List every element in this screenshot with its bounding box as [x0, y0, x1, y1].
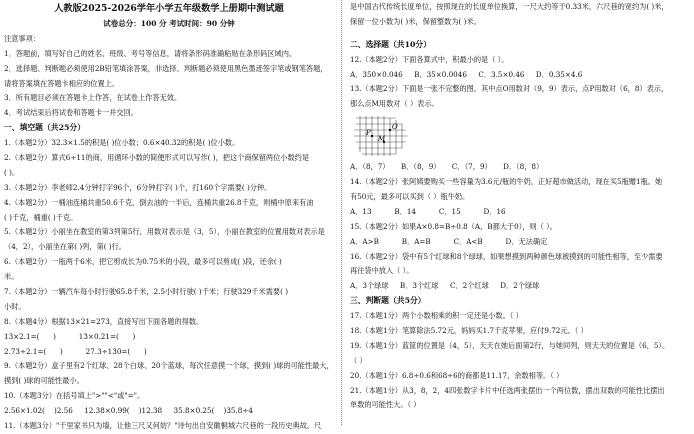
question-9-cont: 摸到( )球的可能性最小。: [4, 376, 84, 386]
question-10: 10.（本题3分）在括号填上">""<"或"="。: [4, 391, 145, 401]
question-21: 21.（本题1分）从3，8，2，4四张数字卡片中任选两张摆出一个两位数，摆出双数的可能性比摆出: [350, 385, 665, 395]
question-16: 16.（本题2分）袋中有5个红球和8个绿球，如果想摸到两种颜色球被摸到的可能性相等，至少需要: [350, 251, 663, 261]
question-12: 12.（本题2分）下面各算式中，积最小的是（ ）。: [350, 54, 509, 64]
question-8-row-1: 13×2.1=( ) 13×0.21=( ): [4, 331, 136, 341]
point-p-label: P: [366, 129, 371, 138]
question-16-options: A．3个绿球 B．3个红球 C．2个红球 D．2个绿球: [350, 281, 540, 291]
point-o-label: O: [392, 123, 398, 132]
question-2-cont: ( )。: [4, 167, 20, 177]
point-o-dot: [389, 129, 391, 131]
question-14-options: A．13 B．14 C．15 D．16: [350, 206, 506, 216]
question-6: 6.（本题2分）一瓶两千6米，把它剪成长为0.75米的小段，最多可以剪成( )段，还余( ): [4, 257, 282, 267]
question-15-options: A．A>B B．A=B C．A<B D．无法确定: [350, 236, 548, 246]
question-1: 1.（本题2分）32.3×1.5的积是( )位小数；0.6×40.32的积是( )位小数。: [4, 138, 240, 148]
grid-svg: [352, 114, 412, 158]
section-judgement: 三、判断题（共5分）: [350, 296, 426, 306]
question-3: 3.（本题2分）李老师2.4分钟打字96个，6分钟打字( )个，打160个字需要( )分钟。: [4, 182, 272, 192]
question-7-cont: 小时。: [4, 301, 26, 311]
question-13-cont: 那么点M用数对（ ）表示。: [350, 99, 439, 109]
question-13-options: A．（8，7） B．（8，9） C．（7，9） D．（8，8）: [350, 162, 544, 172]
column-divider: [341, 0, 342, 425]
section-fill-blank: 一、填空题（共25分）: [4, 123, 86, 133]
question-19: 19.（本题1分）蓝筐的位置是（4，5），天天在她后面第2行，与她同列，则天天的位置是（6，5）。: [350, 340, 670, 350]
notice-2: 2．选择题、判断题必须使用2B铅笔填涂答案，非选择、判断题必须使用黑色墨迹签字笔或钢笔答题，: [4, 63, 328, 73]
question-6-cont: 米。: [4, 272, 19, 282]
question-2: 2.（本题2分）算式6÷11的商，用循环小数的简便形式可以写作( )，把这个商保留两位小数约是: [4, 153, 310, 163]
question-20: 20.（本题1分）6.8÷0.6和68÷6的商都是11.17，余数相等。（ ）: [350, 370, 564, 380]
notice-2-cont: 请将答案填在答题卡相应的位置上。: [4, 78, 120, 88]
notice-heading: 注意事项：: [4, 33, 40, 43]
exam-subtitle: 试卷总分：100 分 考试时间：90 分钟: [103, 19, 235, 28]
point-p-dot: [371, 135, 373, 137]
question-16-cont: 再往袋中放入（ ）。: [350, 266, 414, 276]
question-8: 8.（本题4分）根据13×21=273，直接写出下面各题的得数。: [4, 316, 204, 326]
question-12-options: A．350×0.046 B．35×0.0046 C．3.5×0.46 D．0.35×4.6: [350, 69, 583, 79]
question-10-items: 2.56×1.02( )2.56 12.38×0.99( )12.38 35.8×0.25( )35.8÷4: [4, 406, 253, 416]
question-11-cont-2: 保留一位小数为( )米，保留整数为( )米。: [350, 16, 481, 26]
exam-title: 人教版2025-2026学年小学五年级数学上册期中测试题: [54, 3, 284, 14]
right-column: [350, 0, 688, 413]
question-17: 17.（本题1分）两个小数相乘的积一定还是小数。（ ）: [350, 311, 523, 321]
question-5: 5.（本题2分）小丽坐在教室的第3列第5行，用数对表示是（3，5），小丽在教室的位置用数对表示是: [4, 227, 325, 237]
question-11: 11.（本题3分）"千里家书只为墙，让他三尺又何妨？"诗句出自安徽桐城六尺巷的一段历史典故。尺: [4, 421, 322, 431]
question-5-cont: （4，2），小丽坐在第( )列，第( )行。: [4, 242, 126, 252]
question-8-row-2: 2.73÷2.1=( ) 27.3÷130=( ): [4, 346, 147, 356]
question-9: 9.（本题2分）盒子里有2个红球、28个白球、20个蓝球，每次任意摸一个球，摸到( )球的可能性最大，: [4, 361, 334, 371]
coordinate-grid-figure: [352, 114, 412, 158]
question-7: 7.（本题2分）一辆汽车每小时行驶65.8千米，2.5小时行驶( )千米；行驶329千米需要( ): [4, 287, 288, 297]
question-13-figure-row: [350, 112, 688, 160]
question-14-cont: 有50元，最多可以买到（ ）瓶牛奶。: [350, 192, 470, 202]
spacer: [350, 30, 688, 38]
question-19-cont: （ ）: [350, 355, 367, 365]
question-4: 4.（本题2分）一桶油连桶共重50.6千克，倒去油的一半后，连桶共重26.8千克，则桶中原来有油: [4, 197, 314, 207]
notice-1: 1．答题前，填写好自己的姓名、班级、考号等信息，请将条形码准确粘贴在条形码区域内。: [4, 48, 297, 58]
question-18: 18.（本题1分）笔算除法5.72元，妈妈买1.7千克苹果，应付9.72元。（ ）: [350, 326, 588, 336]
question-15: 15.（本题2分）如果A×0.8=B÷0.8（A，B都大于0），则（ ）。: [350, 221, 557, 231]
question-4-cont: ( )千克，桶重( )千克。: [4, 212, 78, 222]
question-11-cont-1: 是中国古代传统长度单位，按照现在的长度单位换算，一尺大约等于0.33米，六尺巷的宽约为( )米，: [350, 2, 669, 11]
question-14: 14.（本题2分）张阿姨要购买一些容量为3.6元/瓶的牛奶，正好超市做活动，现在买5瓶赠1瓶。她: [350, 177, 663, 187]
question-13: 13.（本题2分）下面是一张不完整的图，其中点O用数对（9，9）表示，点P用数对（6，8）表示，: [350, 84, 669, 94]
point-m-label: M: [378, 135, 386, 144]
section-choice: 二、选择题（共10分）: [350, 39, 432, 49]
notice-3: 3．所有题目必须在答题卡上作答，在试卷上作答无效。: [4, 93, 182, 103]
question-21-cont: 单数的可能性大。（ ）: [350, 400, 421, 410]
left-column: [4, 0, 334, 434]
notice-4: 4．考试结束后将试卷和答题卡一并交回。: [4, 108, 138, 118]
